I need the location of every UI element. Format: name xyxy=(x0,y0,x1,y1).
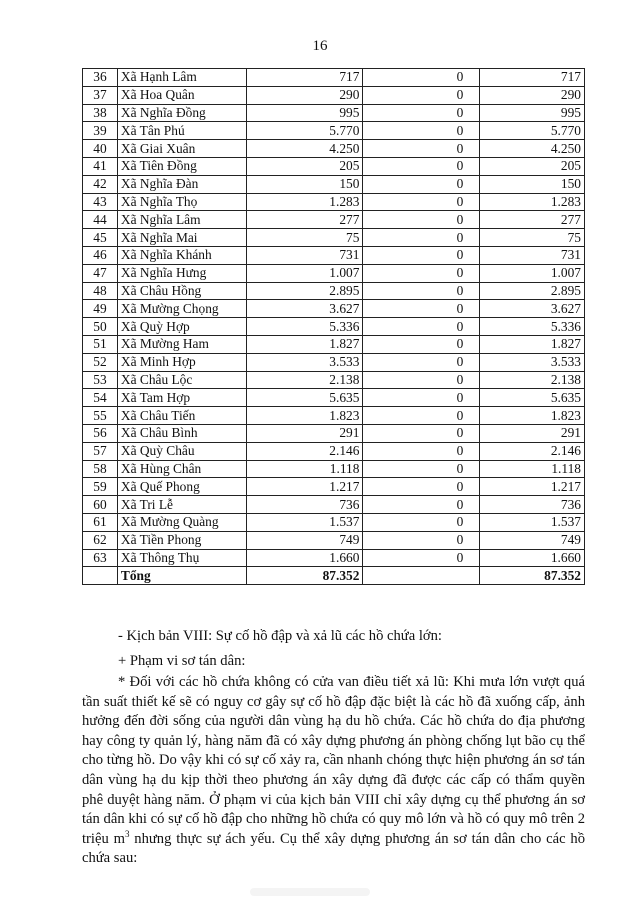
commune-name-cell: Xã Thông Thụ xyxy=(117,549,246,567)
value-cell-1: 1.007 xyxy=(246,264,363,282)
value-cell-2-text: 0 xyxy=(456,407,464,423)
commune-name-cell: Xã Châu Tiến xyxy=(117,407,246,425)
table-row xyxy=(83,229,585,247)
row-number-cell: 42 xyxy=(83,175,118,193)
value-cell-2-text: 0 xyxy=(456,318,464,334)
value-cell-2-text: 0 xyxy=(456,211,464,227)
value-cell-2 xyxy=(363,424,480,442)
row-number-cell: 41 xyxy=(83,157,118,175)
commune-name-cell: Xã Hùng Chân xyxy=(117,460,246,478)
commune-name-cell: Xã Nghĩa Đồng xyxy=(117,104,246,122)
value-cell-1: 290 xyxy=(246,86,363,104)
value-cell-2-text: 0 xyxy=(456,443,464,459)
scan-artifact xyxy=(250,888,370,896)
row-number-cell: 54 xyxy=(83,389,118,407)
commune-name-cell: Xã Nghĩa Mai xyxy=(117,229,246,247)
value-cell-2-text: 0 xyxy=(456,300,464,316)
value-cell-2-text: 0 xyxy=(456,265,464,281)
value-cell-3: 5.336 xyxy=(480,318,585,336)
value-cell-1: 5.635 xyxy=(246,389,363,407)
table-row xyxy=(83,353,585,371)
value-cell-1: 1.217 xyxy=(246,478,363,496)
value-cell-2-text: 0 xyxy=(456,282,464,298)
table-body xyxy=(83,69,585,585)
row-number-cell: 53 xyxy=(83,371,118,389)
value-cell-3: 3.533 xyxy=(480,353,585,371)
commune-name-cell: Xã Quỳ Hợp xyxy=(117,318,246,336)
value-cell-1: 277 xyxy=(246,211,363,229)
value-cell-1: 1.118 xyxy=(246,460,363,478)
superscript-3: 3 xyxy=(124,828,130,839)
table-row xyxy=(83,140,585,158)
value-cell-2-text: 0 xyxy=(456,354,464,370)
value-cell-1: 1.537 xyxy=(246,513,363,531)
total-row xyxy=(83,567,585,585)
table-row xyxy=(83,157,585,175)
page-number: 16 xyxy=(312,38,328,54)
value-cell-2-text: 0 xyxy=(456,87,464,103)
value-cell-1: 291 xyxy=(246,424,363,442)
total-value-3: 87.352 xyxy=(480,567,585,585)
value-cell-1: 731 xyxy=(246,246,363,264)
value-cell-3: 75 xyxy=(480,229,585,247)
commune-name-cell: Xã Hạnh Lâm xyxy=(117,69,246,87)
value-cell-3: 205 xyxy=(480,157,585,175)
value-cell-1: 717 xyxy=(246,69,363,87)
value-cell-2 xyxy=(363,140,480,158)
value-cell-1: 205 xyxy=(246,157,363,175)
value-cell-3: 2.146 xyxy=(480,442,585,460)
value-cell-2-text: 0 xyxy=(456,229,464,245)
value-cell-2 xyxy=(363,478,480,496)
value-cell-3: 995 xyxy=(480,104,585,122)
value-cell-2-text: 0 xyxy=(456,425,464,441)
paragraph-text-part1: * Đối với các hồ chứa không có cửa van điều tiết xả lũ: Khi mưa lớn vượt quá tần suất thiết kế sẽ có nguy cơ gây sự cố hồ đập đặc biệt là các hồ đã xuống cấp, ảnh hưởng đến đời sống của người dân vùng hạ du hồ chứa. Các hồ chứa do địa phương hay công ty quản lý, hàng năm đã có xây dựng phương án phòng chống lụt bão cụ thể cho từng hồ. Do vậy khi có sự cố xảy ra, cần nhanh chóng thực hiện phương án sơ tán dân vùng hạ du kịp thời theo phương án xây dựng đã được các cấp có thẩm quyền phê duyệt hàng năm. Ở phạm vi của kịch bản VIII chỉ xây dựng cụ thể phương án sơ tán dân khi có sự cố hồ đập cho những hồ chứa có quy mô lớn và hồ có quy mô trên 2 triệu m xyxy=(82,674,585,847)
value-cell-1: 1.660 xyxy=(246,549,363,567)
paragraph-text-part2: nhưng thực sự ách yếu. Cụ thể xây dựng phương án sơ tán dân cho các hồ chứa sau: xyxy=(82,830,585,867)
table-row xyxy=(83,460,585,478)
value-cell-2-text: 0 xyxy=(456,389,464,405)
value-cell-1: 1.827 xyxy=(246,335,363,353)
table-row xyxy=(83,69,585,87)
table-row xyxy=(83,513,585,531)
value-cell-2 xyxy=(363,86,480,104)
value-cell-2 xyxy=(363,513,480,531)
row-number-cell: 43 xyxy=(83,193,118,211)
value-cell-2 xyxy=(363,335,480,353)
value-cell-2-text: 0 xyxy=(456,549,464,565)
row-number-cell: 50 xyxy=(83,318,118,336)
value-cell-1: 749 xyxy=(246,531,363,549)
row-number-cell: 60 xyxy=(83,496,118,514)
table-row xyxy=(83,246,585,264)
value-cell-1: 150 xyxy=(246,175,363,193)
row-number-cell: 58 xyxy=(83,460,118,478)
value-cell-3: 277 xyxy=(480,211,585,229)
table-row xyxy=(83,389,585,407)
commune-name-cell: Xã Tân Phú xyxy=(117,122,246,140)
table-row xyxy=(83,407,585,425)
value-cell-1: 75 xyxy=(246,229,363,247)
value-cell-3: 717 xyxy=(480,69,585,87)
value-cell-3: 736 xyxy=(480,496,585,514)
value-cell-2-text: 0 xyxy=(456,336,464,352)
value-cell-2-text: 0 xyxy=(456,460,464,476)
value-cell-2 xyxy=(363,175,480,193)
table-row xyxy=(83,531,585,549)
value-cell-2 xyxy=(363,371,480,389)
row-number-cell: 45 xyxy=(83,229,118,247)
value-cell-3: 290 xyxy=(480,86,585,104)
value-cell-2 xyxy=(363,389,480,407)
evacuation-table xyxy=(82,68,585,585)
commune-name-cell: Xã Nghĩa Khánh xyxy=(117,246,246,264)
row-number-cell: 40 xyxy=(83,140,118,158)
value-cell-3: 2.138 xyxy=(480,371,585,389)
value-cell-2 xyxy=(363,264,480,282)
value-cell-2-text: 0 xyxy=(456,478,464,494)
value-cell-2 xyxy=(363,549,480,567)
commune-name-cell: Xã Châu Bình xyxy=(117,424,246,442)
commune-name-cell: Xã Mường Chọng xyxy=(117,300,246,318)
row-number-cell: 52 xyxy=(83,353,118,371)
table-row xyxy=(83,122,585,140)
table-row xyxy=(83,442,585,460)
table-row xyxy=(83,193,585,211)
value-cell-3: 5.770 xyxy=(480,122,585,140)
table-row xyxy=(83,104,585,122)
value-cell-3: 1.823 xyxy=(480,407,585,425)
value-cell-2 xyxy=(363,531,480,549)
total-value-1: 87.352 xyxy=(246,567,363,585)
value-cell-1: 2.146 xyxy=(246,442,363,460)
value-cell-3: 150 xyxy=(480,175,585,193)
value-cell-3: 291 xyxy=(480,424,585,442)
value-cell-2-text: 0 xyxy=(456,193,464,209)
row-number-cell: 56 xyxy=(83,424,118,442)
commune-name-cell: Xã Nghĩa Lâm xyxy=(117,211,246,229)
value-cell-2 xyxy=(363,300,480,318)
value-cell-2-text: 0 xyxy=(456,122,464,138)
value-cell-2 xyxy=(363,460,480,478)
value-cell-1: 995 xyxy=(246,104,363,122)
value-cell-2 xyxy=(363,282,480,300)
commune-name-cell: Xã Minh Hợp xyxy=(117,353,246,371)
value-cell-1: 3.533 xyxy=(246,353,363,371)
value-cell-2 xyxy=(363,211,480,229)
value-cell-3: 1.283 xyxy=(480,193,585,211)
table-row xyxy=(83,211,585,229)
row-number-cell: 36 xyxy=(83,69,118,87)
value-cell-3: 5.635 xyxy=(480,389,585,407)
scenario-heading: - Kịch bản VIII: Sự cố hồ đập và xả lũ các hồ chứa lớn: xyxy=(118,628,442,644)
value-cell-1: 2.138 xyxy=(246,371,363,389)
row-number-cell: 62 xyxy=(83,531,118,549)
total-empty-cell-2 xyxy=(363,567,480,585)
commune-name-cell: Xã Nghĩa Đàn xyxy=(117,175,246,193)
table-row xyxy=(83,549,585,567)
value-cell-3: 749 xyxy=(480,531,585,549)
commune-name-cell: Xã Châu Hồng xyxy=(117,282,246,300)
table-row xyxy=(83,496,585,514)
row-number-cell: 48 xyxy=(83,282,118,300)
value-cell-2 xyxy=(363,157,480,175)
commune-name-cell: Xã Tri Lễ xyxy=(117,496,246,514)
commune-name-cell: Xã Tiền Phong xyxy=(117,531,246,549)
table-row xyxy=(83,371,585,389)
value-cell-3: 2.895 xyxy=(480,282,585,300)
scenario-body-paragraph xyxy=(82,673,585,869)
value-cell-2 xyxy=(363,104,480,122)
table-row xyxy=(83,335,585,353)
row-number-cell: 39 xyxy=(83,122,118,140)
value-cell-2 xyxy=(363,442,480,460)
value-cell-1: 3.627 xyxy=(246,300,363,318)
scope-heading: + Phạm vi sơ tán dân: xyxy=(118,653,246,669)
row-number-cell: 57 xyxy=(83,442,118,460)
value-cell-2-text: 0 xyxy=(456,69,464,85)
table-row xyxy=(83,318,585,336)
commune-name-cell: Xã Nghĩa Thọ xyxy=(117,193,246,211)
commune-name-cell: Xã Mường Ham xyxy=(117,335,246,353)
value-cell-3: 1.007 xyxy=(480,264,585,282)
value-cell-2-text: 0 xyxy=(456,176,464,192)
value-cell-2 xyxy=(363,353,480,371)
value-cell-3: 1.537 xyxy=(480,513,585,531)
row-number-cell: 63 xyxy=(83,549,118,567)
row-number-cell: 51 xyxy=(83,335,118,353)
row-number-cell: 55 xyxy=(83,407,118,425)
value-cell-1: 4.250 xyxy=(246,140,363,158)
table-row xyxy=(83,86,585,104)
value-cell-3: 3.627 xyxy=(480,300,585,318)
value-cell-3: 1.660 xyxy=(480,549,585,567)
value-cell-3: 1.118 xyxy=(480,460,585,478)
value-cell-1: 5.336 xyxy=(246,318,363,336)
value-cell-1: 1.283 xyxy=(246,193,363,211)
value-cell-3: 4.250 xyxy=(480,140,585,158)
value-cell-1: 2.895 xyxy=(246,282,363,300)
value-cell-2 xyxy=(363,246,480,264)
total-empty-cell xyxy=(83,567,118,585)
value-cell-1: 5.770 xyxy=(246,122,363,140)
commune-name-cell: Xã Mường Quàng xyxy=(117,513,246,531)
row-number-cell: 49 xyxy=(83,300,118,318)
table-row xyxy=(83,175,585,193)
row-number-cell: 61 xyxy=(83,513,118,531)
commune-name-cell: Xã Quế Phong xyxy=(117,478,246,496)
commune-name-cell: Xã Châu Lộc xyxy=(117,371,246,389)
value-cell-2 xyxy=(363,69,480,87)
table-row xyxy=(83,282,585,300)
row-number-cell: 47 xyxy=(83,264,118,282)
row-number-cell: 44 xyxy=(83,211,118,229)
commune-name-cell: Xã Hoa Quân xyxy=(117,86,246,104)
value-cell-2-text: 0 xyxy=(456,514,464,530)
value-cell-2 xyxy=(363,229,480,247)
value-cell-2 xyxy=(363,122,480,140)
value-cell-2 xyxy=(363,193,480,211)
table-row xyxy=(83,264,585,282)
value-cell-3: 1.827 xyxy=(480,335,585,353)
value-cell-1: 1.823 xyxy=(246,407,363,425)
commune-name-cell: Xã Nghĩa Hưng xyxy=(117,264,246,282)
value-cell-3: 731 xyxy=(480,246,585,264)
value-cell-2-text: 0 xyxy=(456,247,464,263)
total-label-cell: Tổng xyxy=(117,567,246,585)
value-cell-2-text: 0 xyxy=(456,532,464,548)
commune-name-cell: Xã Giai Xuân xyxy=(117,140,246,158)
value-cell-2 xyxy=(363,496,480,514)
commune-name-cell: Xã Tam Hợp xyxy=(117,389,246,407)
value-cell-2-text: 0 xyxy=(456,158,464,174)
value-cell-2-text: 0 xyxy=(456,104,464,120)
row-number-cell: 59 xyxy=(83,478,118,496)
commune-name-cell: Xã Tiên Đồng xyxy=(117,157,246,175)
table-row xyxy=(83,478,585,496)
value-cell-3: 1.217 xyxy=(480,478,585,496)
table-row xyxy=(83,300,585,318)
row-number-cell: 38 xyxy=(83,104,118,122)
table-row xyxy=(83,424,585,442)
row-number-cell: 46 xyxy=(83,246,118,264)
value-cell-2-text: 0 xyxy=(456,371,464,387)
value-cell-1: 736 xyxy=(246,496,363,514)
value-cell-2 xyxy=(363,407,480,425)
row-number-cell: 37 xyxy=(83,86,118,104)
value-cell-2 xyxy=(363,318,480,336)
value-cell-2-text: 0 xyxy=(456,496,464,512)
value-cell-2-text: 0 xyxy=(456,140,464,156)
commune-name-cell: Xã Quỳ Châu xyxy=(117,442,246,460)
